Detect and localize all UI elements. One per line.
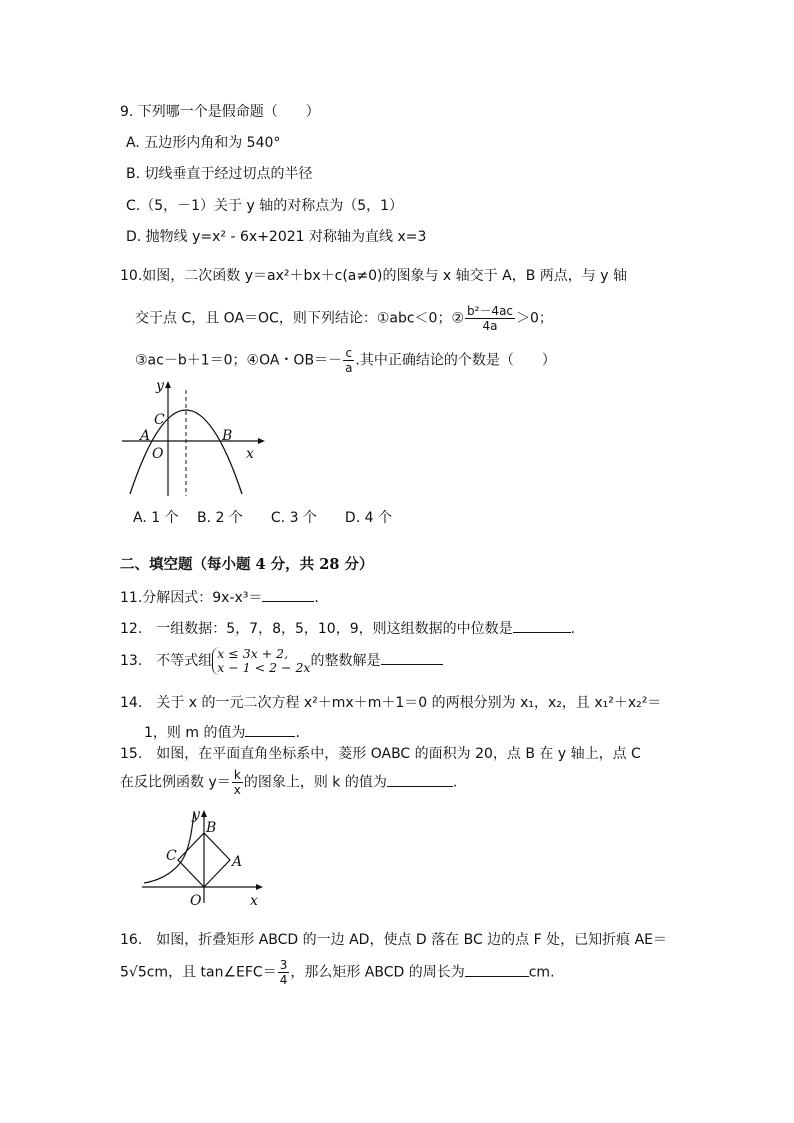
q11-end: . [314,590,319,606]
q10-line1: 10.如图，二次函数 y＝ax²＋bx＋c(a≠0)的图象与 x 轴交于 A，B 两点，与 y 轴 [120,268,627,284]
q15-label-b: B [206,820,217,836]
q16-answer-blank[interactable] [465,962,529,977]
q12 [120,618,575,639]
q16-line2-post: ，那么矩形 ABCD 的周长为 [290,964,465,981]
q11-answer-blank[interactable] [262,587,314,602]
q15-line2-pre: 在反比例函数 y＝ [120,774,231,791]
q11 [120,587,319,608]
q13-inequality-system [212,647,310,675]
q12-answer-blank[interactable] [513,618,571,633]
q15-line2 [120,768,457,797]
q15-x-arrow [256,884,263,890]
q15-label-o: O [190,893,202,907]
q10-label-o: O [152,446,164,462]
q9-option-b: B. 切线垂直于经过切点的半径 [126,166,313,182]
q15-frac-num: k [232,768,243,783]
q16-frac-num: 3 [279,958,288,972]
q15-label-a: A [232,854,243,870]
q15-label-x: x [250,893,258,907]
q10-label-a: A [140,428,151,444]
q10-label-c: C [154,412,165,428]
q10-label-b: B [222,428,233,444]
q10-line2 [135,304,553,333]
q16-unit: cm. [528,964,555,981]
q14-line1: 14. 关于 x 的一元二次方程 x²＋mx＋m＋1＝0 的两根分别为 x₁，x₂，且 x₁²＋x₂²＝ [120,695,662,711]
q16-frac-den: 4 [279,973,288,987]
section2-title: 二、填空题（每小题 4 分，共 28 分） [120,556,374,573]
q10-line2-pre: 交于点 C，且 OA＝OC，则下列结论：①abc＜0；② [135,310,464,327]
q14-answer-blank[interactable] [245,722,295,737]
q10-line3-post: .其中正确结论的个数是（ ） [355,352,556,369]
q16-line1: 16. 如图，折叠矩形 ABCD 的一边 AD，使点 D 落在 BC 边的点 F 处，已知折痕 AE＝ [120,932,668,948]
q14-line2 [144,722,300,743]
q9-option-c: C.（5，－1）关于 y 轴的对称点为（5，1） [126,198,404,214]
q9-option-a: A. 五边形内角和为 540° [126,135,281,151]
q10-options: A. 1 个 B. 2 个 C. 3 个 D. 4 个 [133,510,392,526]
q13-post: 的整数解是 [310,653,381,669]
q10-frac2-den: a [345,361,353,375]
q12-end: . [570,621,576,637]
q10-frac2-num: c [343,346,354,361]
q15-label-y: y [192,807,200,823]
q13-answer-blank[interactable] [381,650,443,665]
q10-label-x: x [246,446,254,462]
q10-line2-post: ＞0； [516,310,553,327]
q9-stem: 9. 下列哪一个是假命题（ ） [120,104,320,120]
q15-y-arrow [201,810,207,817]
q12-text: 12. 一组数据：5，7，8，5，10，9，则这组数据的中位数是 [120,621,513,637]
q10-fraction-discriminant [465,304,515,333]
q13-row2: x − 1 < 2 − 2x [217,660,311,675]
q14-line2-text: 1，则 m 的值为 [144,725,246,741]
q13-row1: x ≤ 3x + 2, [217,646,289,661]
q15-line1: 15. 如图，在平面直角坐标系中，菱形 OABC 的面积为 20，点 B 在 y 轴上，点 C [120,746,641,762]
q10-y-arrow [165,381,171,388]
q10-x-arrow [258,438,265,444]
q10-fraction-ca [343,346,354,375]
q9-option-d: D. 抛物线 y=x² - 6x+2021 对称轴为直线 x=3 [126,229,427,245]
q16-fraction-tan [278,958,290,987]
q16-line2-pre: 5√5cm，且 tan∠EFC＝ [120,964,277,981]
q13 [120,645,443,677]
q11-text: 11.分解因式：9x-x³＝ [120,590,263,606]
q10-line3 [135,346,556,375]
q16-line2 [120,958,555,987]
q10-frac-den: 4a [482,319,498,333]
q10-label-y: y [156,378,164,394]
q15-fraction-kx [232,768,243,797]
q10-frac-num: b²－4ac [467,304,514,318]
q15-label-c: C [166,848,177,864]
q10-line3-pre: ③ac－b＋1＝0；④OA・OB＝－ [135,352,343,369]
q15-rhombus-figure [136,805,266,907]
q15-line2-post: 的图象上，则 k 的值为 [243,774,387,791]
q15-answer-blank[interactable] [387,772,453,787]
q15-end: . [452,774,458,791]
q13-pre: 13. 不等式组 [120,653,213,669]
q15-frac-den: x [233,783,241,797]
q10-parabola-figure [118,378,268,500]
q14-end: . [295,725,300,741]
